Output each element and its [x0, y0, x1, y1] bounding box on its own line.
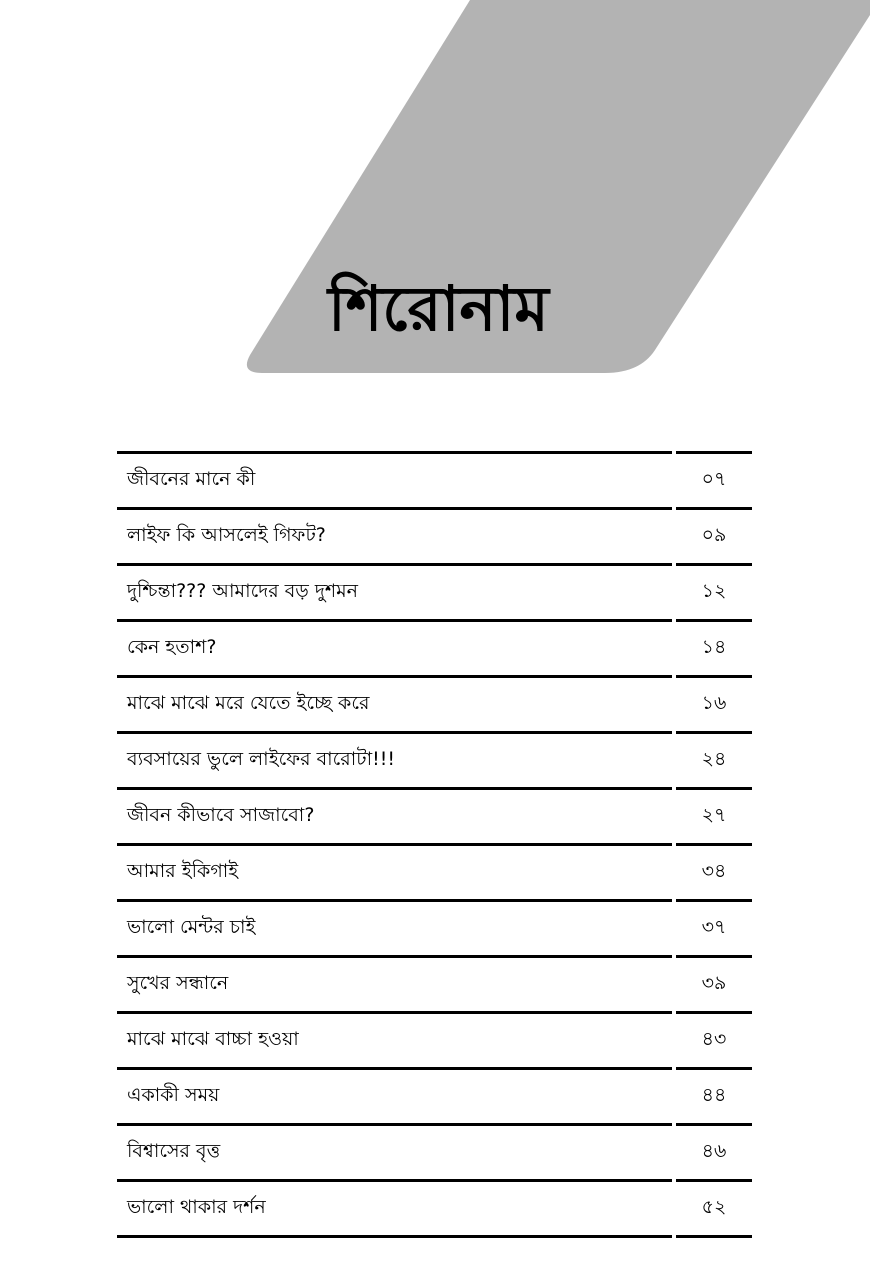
- divider: [117, 843, 672, 846]
- toc-entry-title: জীবনের মানে কী: [127, 468, 256, 490]
- toc-row[interactable]: [117, 675, 753, 731]
- divider: [117, 1123, 672, 1126]
- divider: [676, 731, 752, 734]
- page-title: শিরোনাম: [328, 272, 549, 345]
- toc-entry-title: লাইফ কি আসলেই গিফট?: [127, 524, 326, 546]
- toc-entry-title: দুশ্চিন্তা??? আমাদের বড় দুশমন: [127, 580, 359, 602]
- toc-entry-title: মাঝে মাঝে বাচ্চা হওয়া: [127, 1028, 299, 1050]
- divider: [117, 899, 672, 902]
- toc-entry-title: জীবন কীভাবে সাজাবো?: [127, 804, 315, 826]
- toc-bottom-rule: [117, 1235, 753, 1238]
- toc-entry-page: ০৯: [701, 524, 727, 546]
- divider: [676, 563, 752, 566]
- divider: [676, 1123, 752, 1126]
- toc-entry-page: ৩৪: [701, 860, 727, 882]
- toc-row[interactable]: [117, 955, 753, 1011]
- divider: [117, 1067, 672, 1070]
- toc-entry-title: ব্যবসায়ের ভুলে লাইফের বারোটা!!!: [127, 748, 395, 770]
- toc-entry-page: ৪৩: [701, 1028, 727, 1050]
- divider: [117, 1235, 672, 1238]
- toc-entry-title: একাকী সময়: [127, 1084, 220, 1106]
- toc-row[interactable]: [117, 563, 753, 619]
- toc-entry-page: ২৪: [701, 748, 727, 770]
- divider: [117, 1179, 672, 1182]
- divider: [117, 787, 672, 790]
- toc-entry-page: ২৭: [701, 804, 727, 826]
- toc-entry-page: ১২: [701, 580, 727, 602]
- toc-row[interactable]: [117, 1011, 753, 1067]
- toc-row[interactable]: [117, 731, 753, 787]
- toc-entry-page: ৩৯: [701, 972, 727, 994]
- divider: [117, 731, 672, 734]
- divider: [676, 619, 752, 622]
- toc-entry-page: ৫২: [701, 1196, 727, 1218]
- toc-entry-title: সুখের সন্ধানে: [127, 972, 229, 994]
- divider: [676, 451, 752, 454]
- toc-row[interactable]: [117, 619, 753, 675]
- toc-row[interactable]: [117, 787, 753, 843]
- divider: [676, 843, 752, 846]
- divider: [676, 675, 752, 678]
- divider: [117, 955, 672, 958]
- divider: [117, 451, 672, 454]
- toc-entry-title: মাঝে মাঝে মরে যেতে ইচ্ছে করে: [127, 692, 370, 714]
- divider: [676, 1067, 752, 1070]
- divider: [117, 619, 672, 622]
- toc-entry-title: ভালো থাকার দর্শন: [127, 1196, 266, 1218]
- divider: [676, 955, 752, 958]
- toc-entry-page: ১৪: [701, 636, 727, 658]
- toc-row[interactable]: [117, 507, 753, 563]
- divider: [676, 507, 752, 510]
- toc-entry-title: বিশ্বাসের বৃত্ত: [127, 1140, 221, 1162]
- toc-entry-title: কেন হতাশ?: [127, 636, 217, 658]
- toc-entry-page: ৩৭: [701, 916, 727, 938]
- divider: [676, 1011, 752, 1014]
- toc-row[interactable]: [117, 1067, 753, 1123]
- divider: [676, 899, 752, 902]
- divider: [676, 787, 752, 790]
- toc-entry-title: আমার ইকিগাই: [127, 860, 239, 882]
- divider: [117, 507, 672, 510]
- toc-entry-page: ০৭: [701, 468, 727, 490]
- table-of-contents: [117, 451, 753, 1238]
- toc-row[interactable]: [117, 899, 753, 955]
- divider: [117, 563, 672, 566]
- divider: [117, 1011, 672, 1014]
- toc-row[interactable]: [117, 451, 753, 507]
- toc-entry-page: ১৬: [701, 692, 727, 714]
- toc-entry-title: ভালো মেন্টর চাই: [127, 916, 256, 938]
- toc-row[interactable]: [117, 1123, 753, 1179]
- toc-entry-page: ৪৪: [701, 1084, 727, 1106]
- divider: [117, 675, 672, 678]
- divider: [676, 1235, 752, 1238]
- toc-entry-page: ৪৬: [701, 1140, 727, 1162]
- toc-row[interactable]: [117, 843, 753, 899]
- toc-row[interactable]: [117, 1179, 753, 1235]
- divider: [676, 1179, 752, 1182]
